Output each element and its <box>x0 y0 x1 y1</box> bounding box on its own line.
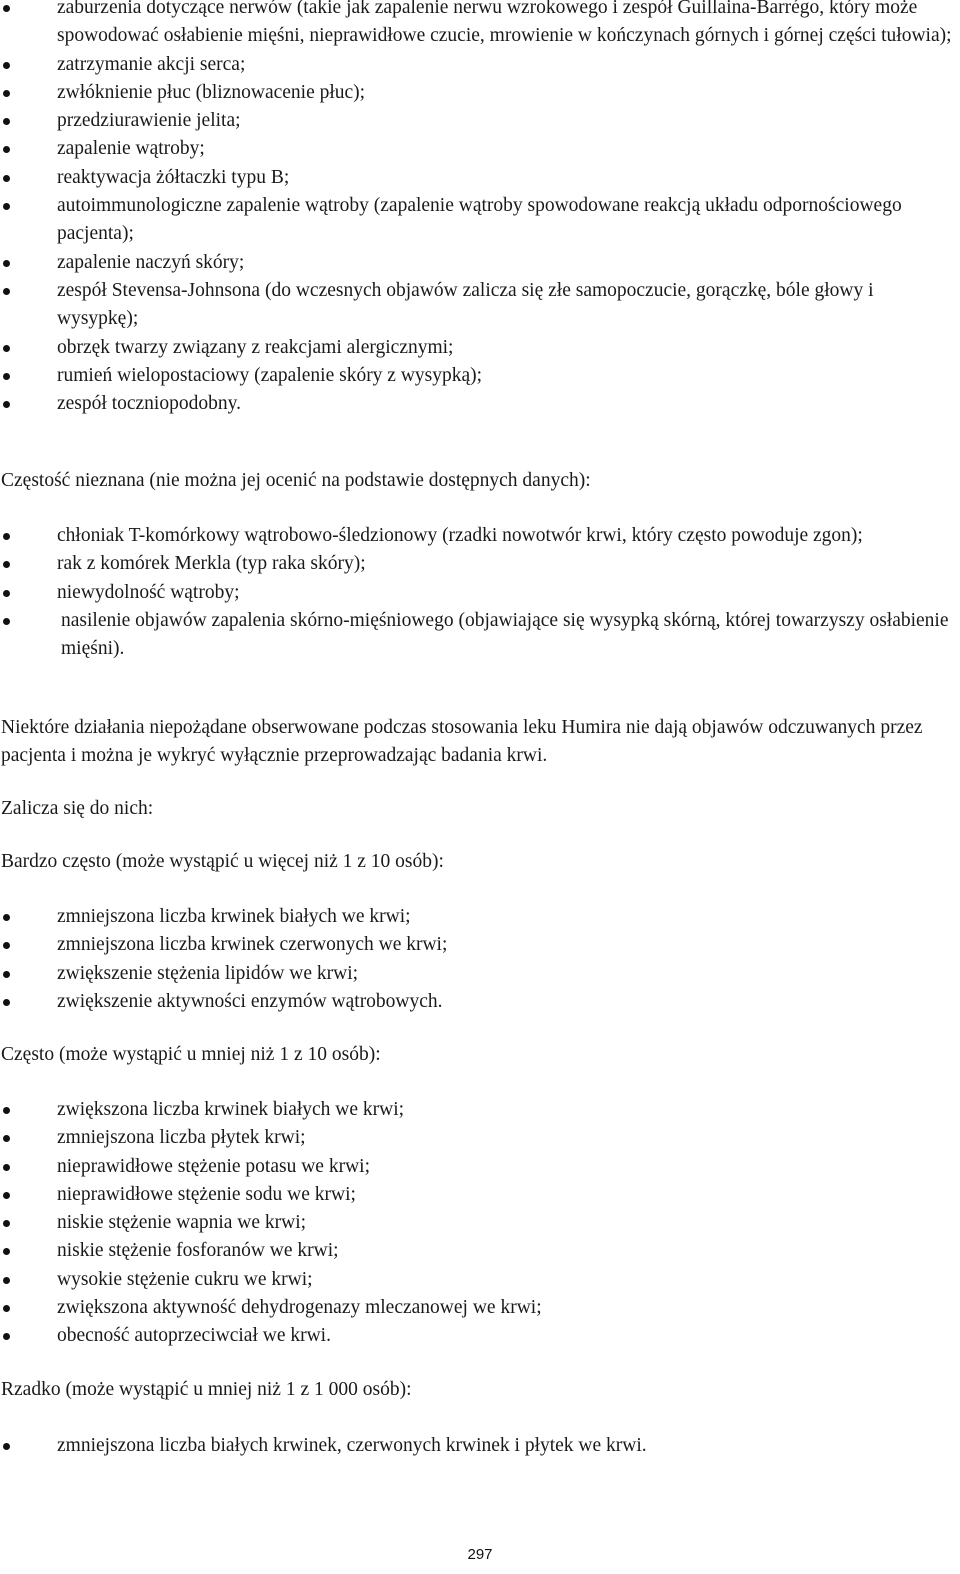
page-number: 297 <box>467 1546 493 1563</box>
very-common-heading: Bardzo często (może wystąpić u więcej niż 1 z 10 osób): <box>1 851 444 872</box>
frequency-unknown-heading: Częstość nieznana (nie można jej ocenić na podstawie dostępnych danych): <box>1 470 591 491</box>
list-item: niskie stężenie fosforanów we krwi; <box>0 1237 960 1265</box>
list-item: zmniejszona liczba krwinek czerwonych we krwi; <box>0 931 960 959</box>
list-item: rumień wielopostaciowy (zapalenie skóry z wysypką); <box>0 362 960 390</box>
list-item: zmniejszona liczba płytek krwi; <box>0 1124 960 1152</box>
list-item: zwiększenie aktywności enzymów wątrobowych. <box>0 988 960 1016</box>
list-item: niewydolność wątroby; <box>0 579 960 607</box>
list-item: zatrzymanie akcji serca; <box>0 51 960 79</box>
list-item: zapalenie naczyń skóry; <box>0 249 960 277</box>
blood-tests-intro-continued: Zalicza się do nich: <box>1 798 154 819</box>
list-item: nasilenie objawów zapalenia skórno-mięśniowego (objawiające się wysypką skórną, której towarzyszy osłabienie mięśni). <box>0 607 960 664</box>
list-item: zwiększona liczba krwinek białych we krwi; <box>0 1096 960 1124</box>
rare-heading: Rzadko (może wystąpić u mniej niż 1 z 1 000 osób): <box>1 1379 412 1400</box>
list-item: obecność autoprzeciwciał we krwi. <box>0 1322 960 1350</box>
list-item: reaktywacja żółtaczki typu B; <box>0 164 960 192</box>
list-item: niskie stężenie wapnia we krwi; <box>0 1209 960 1237</box>
list-item: zwiększona aktywność dehydrogenazy mleczanowej we krwi; <box>0 1294 960 1322</box>
list-item: przedziurawienie jelita; <box>0 107 960 135</box>
list-item: zmniejszona liczba białych krwinek, czerwonych krwinek i płytek we krwi. <box>0 1432 960 1460</box>
list-item: rak z komórek Merkla (typ raka skóry); <box>0 550 960 578</box>
list-item: nieprawidłowe stężenie sodu we krwi; <box>0 1181 960 1209</box>
common-heading: Często (może wystąpić u mniej niż 1 z 10 osób): <box>1 1044 381 1065</box>
list-item: autoimmunologiczne zapalenie wątroby (zapalenie wątroby spowodowane reakcją układu odpornościowego pacjenta); <box>0 192 960 249</box>
blood-effects-very-common-list <box>0 903 960 1016</box>
list-item: zmniejszona liczba krwinek białych we krwi; <box>0 903 960 931</box>
list-item: zwiększenie stężenia lipidów we krwi; <box>0 960 960 988</box>
list-item: zespół Stevensa-Johnsona (do wczesnych objawów zalicza się złe samopoczucie, gorączkę, bóle głowy i wysypkę); <box>0 277 960 334</box>
list-item: nieprawidłowe stężenie potasu we krwi; <box>0 1153 960 1181</box>
list-item: chłoniak T-komórkowy wątrobowo-śledzionowy (rzadki nowotwór krwi, który często powoduje zgon); <box>0 522 960 550</box>
blood-tests-intro: Niektóre działania niepożądane obserwowane podczas stosowania leku Humira nie dają objawów odczuwanych przez pacjenta i można je wykryć wyłącznie przeprowadzając badania krwi. <box>1 717 923 767</box>
blood-effects-rare-list <box>0 1432 960 1460</box>
list-item: zaburzenia dotyczące nerwów (takie jak zapalenie nerwu wzrokowego i zespół Guillaina-Barrégo, który może spowodować osłabienie mięśni, nieprawidłowe czucie, mrowienie w kończynach górnych i górnej części tułowia); <box>0 0 960 51</box>
list-item: zespół toczniopodobny. <box>0 390 960 418</box>
list-item: wysokie stężenie cukru we krwi; <box>0 1266 960 1294</box>
list-item: obrzęk twarzy związany z reakcjami alergicznymi; <box>0 334 960 362</box>
blood-effects-common-list <box>0 1096 960 1351</box>
adverse-effects-list-top <box>0 0 960 418</box>
adverse-effects-list-unknown <box>0 522 960 663</box>
list-item: zapalenie wątroby; <box>0 135 960 163</box>
list-item: zwłóknienie płuc (bliznowacenie płuc); <box>0 79 960 107</box>
